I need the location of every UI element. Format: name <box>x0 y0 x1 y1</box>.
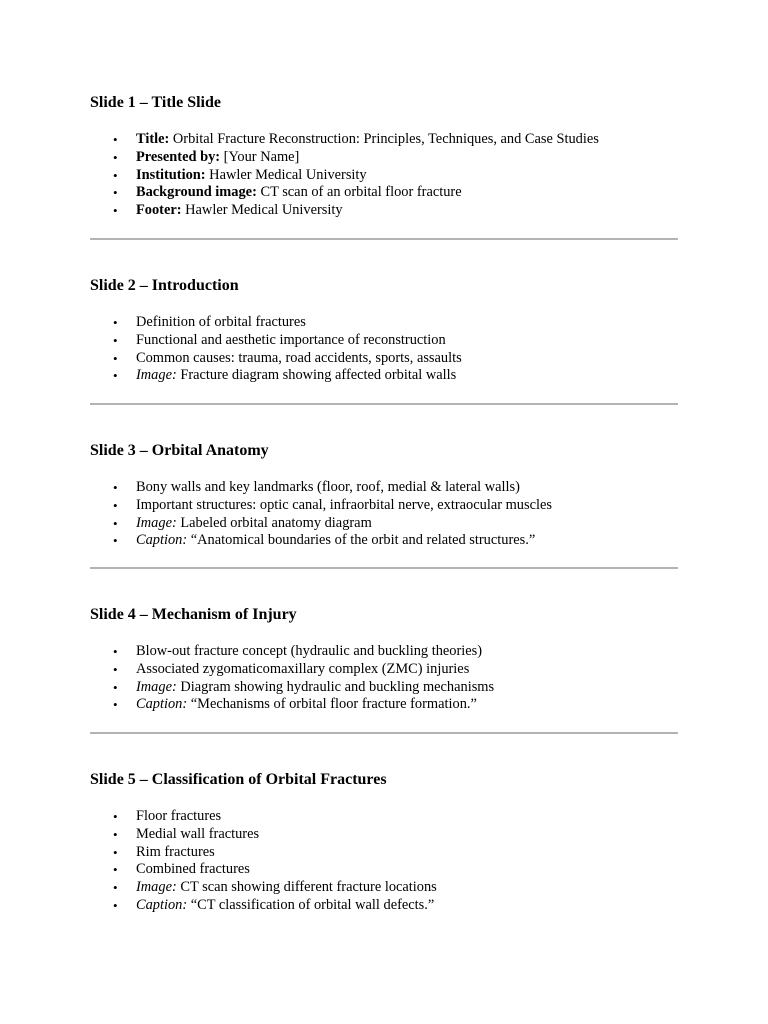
slide-5-heading: Slide 5 – Classification of Orbital Fractures <box>90 771 387 788</box>
bullet-text: Blow-out fracture concept (hydraulic and buckling theories) <box>136 643 483 659</box>
bullet-text: Hawler Medical University <box>181 202 343 219</box>
bullet-text: Rim fractures <box>136 843 215 860</box>
bullet-label: Institution: <box>136 166 206 183</box>
slide-3-bullet-3 <box>90 515 552 533</box>
bullet-icon: • <box>113 844 118 860</box>
bullet-text: Floor fractures <box>136 808 222 824</box>
slide-2-bullet-list <box>90 314 462 385</box>
bullet-label: Footer: <box>136 202 182 219</box>
bullet-icon: • <box>113 515 118 531</box>
bullet-text: CT scan showing different fracture locations <box>176 879 437 896</box>
slide-1-bullet-2 <box>90 149 599 167</box>
bullet-icon: • <box>113 368 118 384</box>
bullet-text: Combined fractures <box>136 861 250 878</box>
slide-5-bullet-4 <box>90 861 437 879</box>
slide-4-bullet-list <box>90 643 494 714</box>
bullet-text: Diagram showing hydraulic and buckling mechanisms <box>176 678 495 695</box>
bullet-icon: • <box>113 315 118 330</box>
bullet-text: “Anatomical boundaries of the orbit and related structures.” <box>187 532 536 549</box>
slide-2-bullet-3 <box>90 350 462 368</box>
slide-4-bullet-3 <box>90 679 494 697</box>
bullet-text: CT scan of an orbital floor fracture <box>256 184 462 201</box>
bullet-icon: • <box>113 880 118 896</box>
bullet-label: Image: <box>136 514 177 531</box>
bullet-text: Associated zygomaticomaxillary complex (ZMC) injuries <box>136 660 470 677</box>
slide-2-bullet-2 <box>90 332 462 350</box>
bullet-icon: • <box>113 897 118 913</box>
slide-4-bullet-1 <box>90 643 494 661</box>
bullet-icon: • <box>113 332 118 348</box>
bullet-text: Labeled orbital anatomy diagram <box>176 514 372 531</box>
bullet-label: Caption: <box>136 896 188 913</box>
bullet-text: Common causes: trauma, road accidents, sports, assaults <box>136 349 462 366</box>
bullet-icon: • <box>113 862 118 878</box>
bullet-label: Image: <box>136 367 177 384</box>
bullet-text: “Mechanisms of orbital floor fracture formation.” <box>187 696 477 713</box>
bullet-icon: • <box>113 350 118 366</box>
bullet-text: “CT classification of orbital wall defects.” <box>187 896 435 913</box>
section-divider <box>90 403 678 405</box>
bullet-label: Image: <box>136 879 177 896</box>
slide-5-bullet-5 <box>90 879 437 897</box>
slide-2-heading: Slide 2 – Introduction <box>90 277 239 294</box>
bullet-label: Background image: <box>136 184 257 201</box>
slide-2-bullet-1 <box>90 314 462 332</box>
slide-1-bullet-4 <box>90 184 599 202</box>
bullet-icon: • <box>113 661 118 677</box>
bullet-icon: • <box>113 644 118 659</box>
slide-4-bullet-2 <box>90 661 494 679</box>
bullet-icon: • <box>113 809 118 824</box>
slide-4-bullet-4 <box>90 696 494 714</box>
slide-5-bullet-1 <box>90 808 437 826</box>
bullet-icon: • <box>113 480 118 495</box>
bullet-icon: • <box>113 203 118 219</box>
slide-1-bullet-5 <box>90 202 599 220</box>
bullet-text: Important structures: optic canal, infraorbital nerve, extraocular muscles <box>136 496 552 513</box>
bullet-text: Medial wall fractures <box>136 825 260 842</box>
bullet-text: Bony walls and key landmarks (floor, roof, medial & lateral walls) <box>136 479 520 495</box>
bullet-icon: • <box>113 679 118 695</box>
slide-1-heading: Slide 1 – Title Slide <box>90 94 221 111</box>
bullet-icon: • <box>113 533 118 549</box>
section-divider <box>90 732 678 734</box>
slide-3-bullet-1 <box>90 479 552 497</box>
section-divider <box>90 567 678 569</box>
slide-5-bullet-list <box>90 808 437 915</box>
slide-5-bullet-6 <box>90 897 437 915</box>
slide-3-bullet-4 <box>90 532 552 550</box>
bullet-text: Hawler Medical University <box>205 166 367 183</box>
slide-1-bullet-3 <box>90 167 599 185</box>
bullet-label: Image: <box>136 678 177 695</box>
bullet-text: Orbital Fracture Reconstruction: Principles, Techniques, and Case Studies <box>169 131 599 147</box>
slide-1-bullet-list <box>90 131 599 220</box>
slide-1-bullet-1 <box>90 131 599 149</box>
section-divider <box>90 238 678 240</box>
bullet-text: Fracture diagram showing affected orbital walls <box>176 367 457 384</box>
bullet-text: Definition of orbital fractures <box>136 314 306 330</box>
slide-2-bullet-4 <box>90 367 462 385</box>
bullet-icon: • <box>113 167 118 183</box>
bullet-icon: • <box>113 185 118 201</box>
slide-3-bullet-2 <box>90 497 552 515</box>
bullet-label: Presented by: <box>136 148 221 165</box>
bullet-icon: • <box>113 826 118 842</box>
slide-5-bullet-3 <box>90 844 437 862</box>
bullet-icon: • <box>113 149 118 165</box>
slide-4-heading: Slide 4 – Mechanism of Injury <box>90 606 297 623</box>
bullet-icon: • <box>113 497 118 513</box>
bullet-text: Functional and aesthetic importance of reconstruction <box>136 331 446 348</box>
bullet-label: Caption: <box>136 532 188 549</box>
slide-3-heading: Slide 3 – Orbital Anatomy <box>90 442 269 459</box>
bullet-label: Caption: <box>136 696 188 713</box>
bullet-label: Title: <box>136 131 170 147</box>
bullet-icon: • <box>113 132 118 147</box>
slide-5-bullet-2 <box>90 826 437 844</box>
bullet-icon: • <box>113 697 118 713</box>
slide-3-bullet-list <box>90 479 552 550</box>
bullet-text: [Your Name] <box>220 148 300 165</box>
